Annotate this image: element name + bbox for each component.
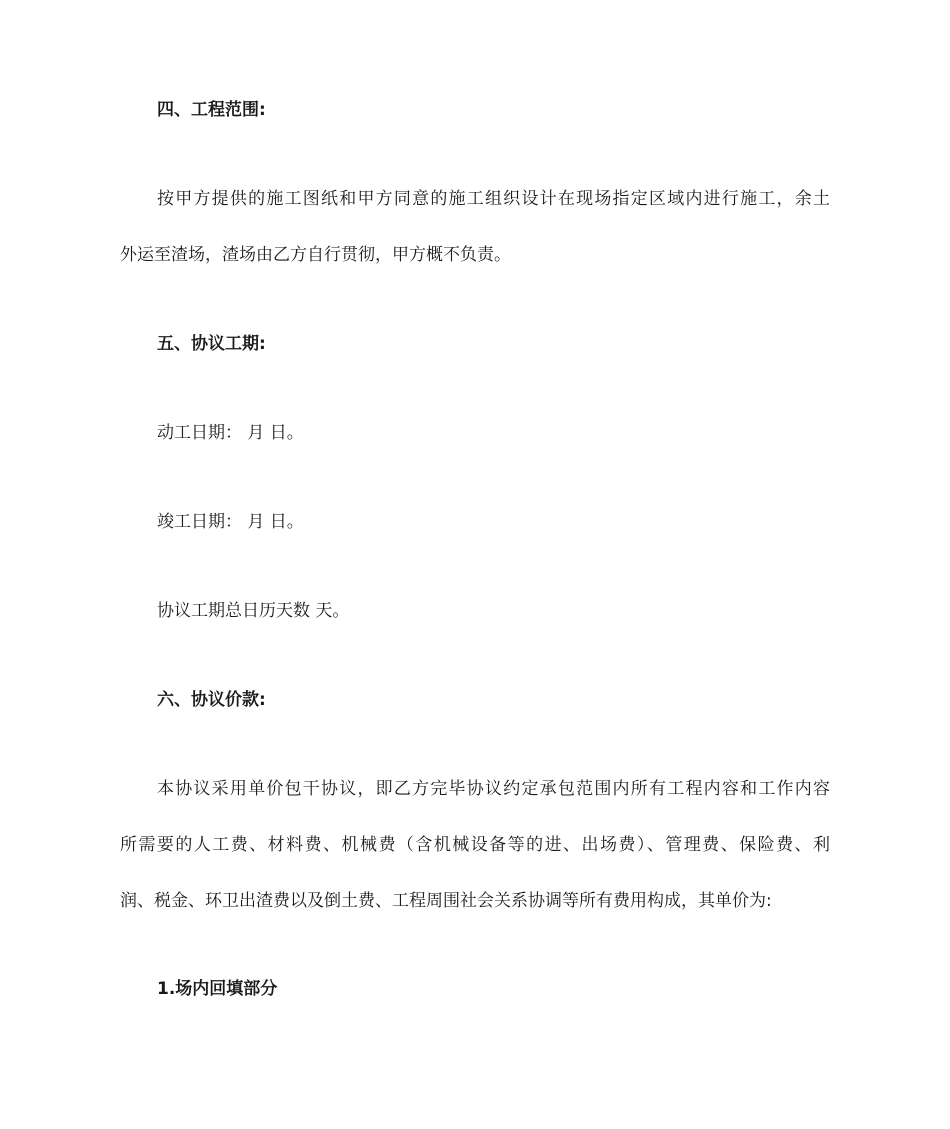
total-days-line: 协议工期总日历天数 天。 bbox=[157, 601, 350, 621]
price-paragraph-line-1: 本协议采用单价包干协议，即乙方完毕协议约定承包范围内所有工程内容和工作内容 bbox=[157, 779, 830, 799]
scope-paragraph-line-1: 按甲方提供的施工图纸和甲方同意的施工组织设计在现场指定区域内进行施工，余土 bbox=[157, 189, 830, 209]
section-heading-scope: 四、工程范围: bbox=[157, 100, 266, 120]
price-paragraph-line-3: 润、税金、环卫出渣费以及倒土费、工程周围社会关系协调等所有费用构成，其单价为: bbox=[120, 891, 772, 911]
scope-paragraph-line-2: 外运至渣场，渣场由乙方自行贯彻，甲方概不负责。 bbox=[120, 245, 511, 265]
section-heading-schedule: 五、协议工期: bbox=[157, 334, 266, 354]
subsection-heading-backfill: 1.场内回填部分 bbox=[157, 979, 278, 999]
start-date-line: 动工日期： 月 日。 bbox=[157, 423, 304, 443]
section-heading-price: 六、协议价款: bbox=[157, 690, 266, 710]
price-paragraph-line-2: 所需要的人工费、材料费、机械费（含机械设备等的进、出场费）、管理费、保险费、利 bbox=[120, 835, 830, 855]
completion-date-line: 竣工日期： 月 日。 bbox=[157, 512, 304, 532]
